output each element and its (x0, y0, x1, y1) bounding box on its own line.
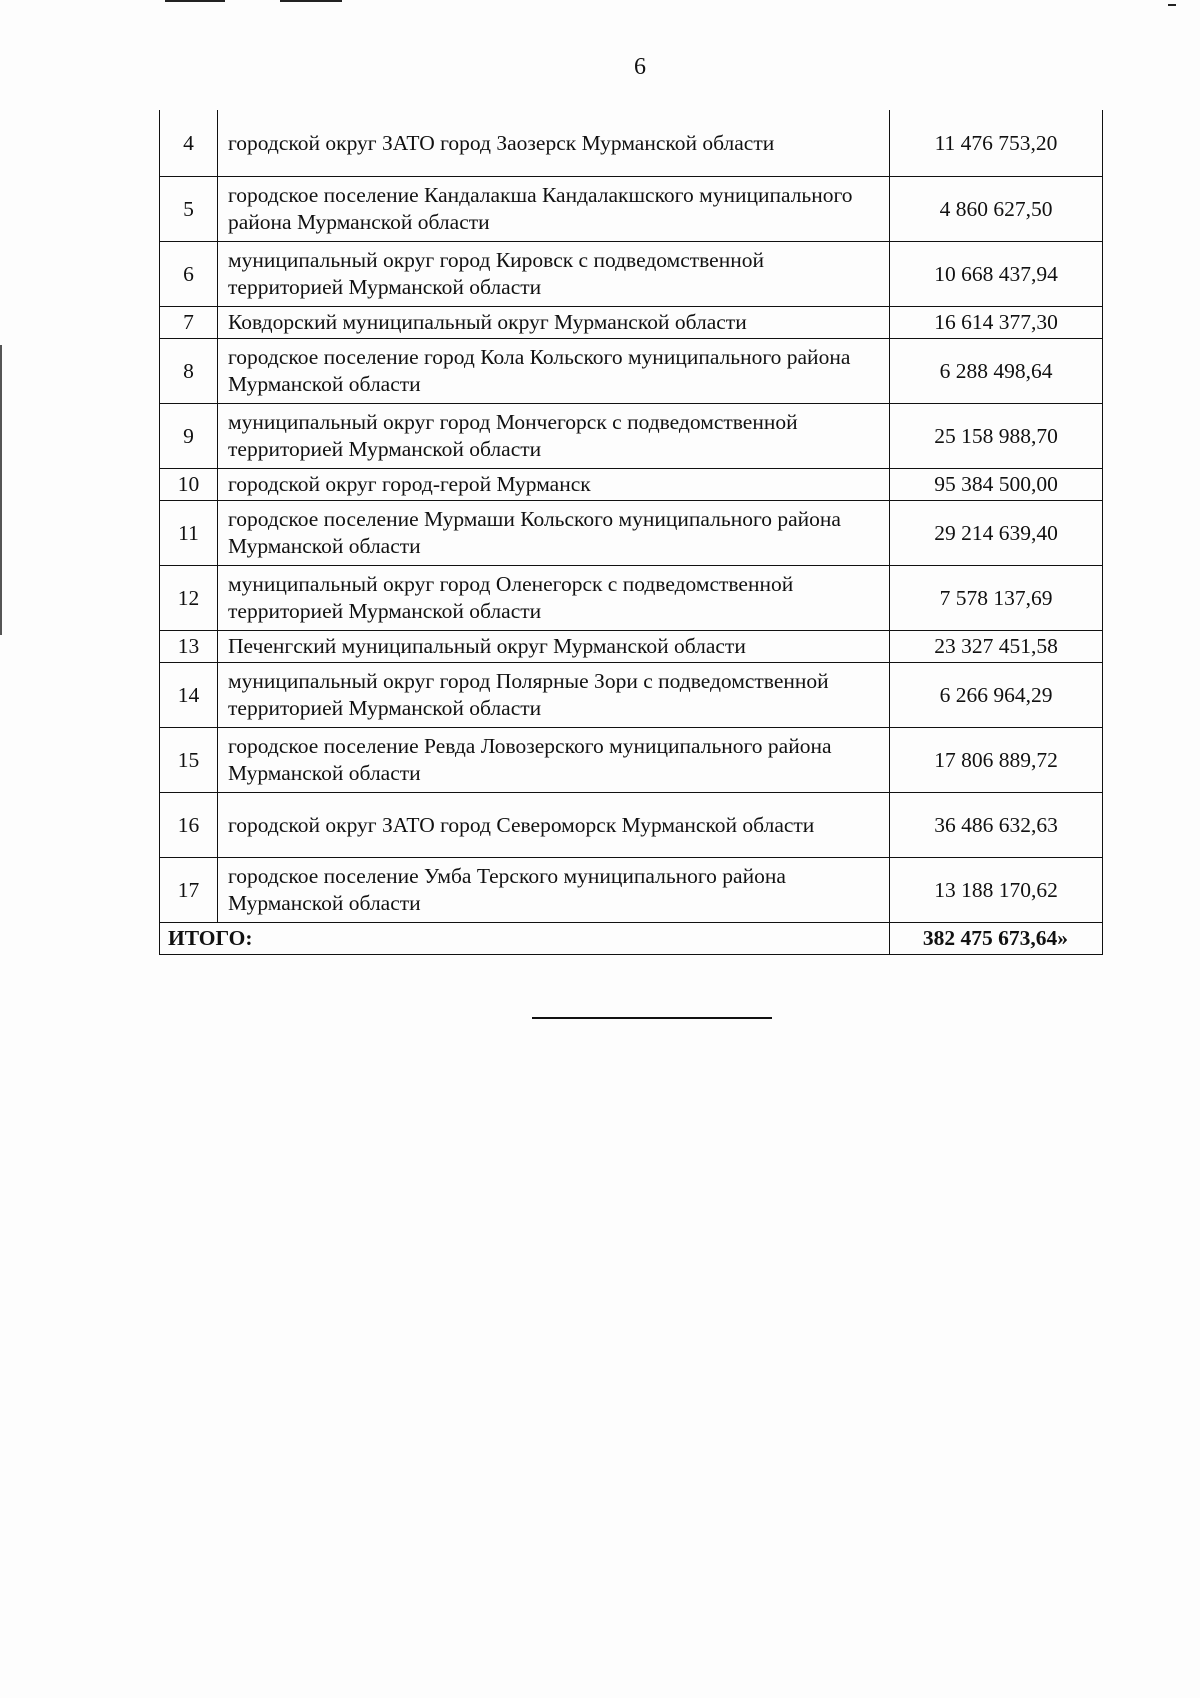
municipality-name: городской округ город-герой Мурманск (218, 469, 890, 501)
end-rule (532, 1017, 772, 1019)
amount-cell: 17 806 889,72 (890, 728, 1103, 793)
allocation-table (159, 110, 1103, 955)
municipality-name: муниципальный округ город Мончегорск с подведомственной территорией Мурманской области (218, 404, 890, 469)
row-number: 16 (160, 793, 218, 858)
table-row (160, 631, 1103, 663)
table-row (160, 404, 1103, 469)
table-row (160, 663, 1103, 728)
table-row (160, 858, 1103, 923)
row-number: 6 (160, 242, 218, 307)
table-row (160, 177, 1103, 242)
row-number: 9 (160, 404, 218, 469)
municipality-name: Печенгский муниципальный округ Мурманской области (218, 631, 890, 663)
amount-cell: 4 860 627,50 (890, 177, 1103, 242)
amount-cell: 16 614 377,30 (890, 307, 1103, 339)
row-number: 11 (160, 501, 218, 566)
row-number: 17 (160, 858, 218, 923)
amount-cell: 11 476 753,20 (890, 110, 1103, 177)
amount-cell: 29 214 639,40 (890, 501, 1103, 566)
amount-cell: 6 266 964,29 (890, 663, 1103, 728)
row-number: 5 (160, 177, 218, 242)
scan-artifact (165, 0, 225, 2)
amount-cell: 36 486 632,63 (890, 793, 1103, 858)
amount-cell: 25 158 988,70 (890, 404, 1103, 469)
municipality-name: муниципальный округ город Кировск с подведомственной территорией Мурманской области (218, 242, 890, 307)
amount-cell: 95 384 500,00 (890, 469, 1103, 501)
scan-artifact (280, 0, 342, 2)
municipality-name: муниципальный округ город Полярные Зори с подведомственной территорией Мурманской области (218, 663, 890, 728)
amount-cell: 6 288 498,64 (890, 339, 1103, 404)
table-row (160, 566, 1103, 631)
municipality-name: городское поселение Умба Терского муниципального района Мурманской области (218, 858, 890, 923)
row-number: 12 (160, 566, 218, 631)
municipality-name: Ковдорский муниципальный округ Мурманской области (218, 307, 890, 339)
municipality-name: городской округ ЗАТО город Заозерск Мурманской области (218, 110, 890, 177)
total-label: ИТОГО: (160, 923, 890, 955)
row-number: 8 (160, 339, 218, 404)
table-row (160, 307, 1103, 339)
row-number: 13 (160, 631, 218, 663)
table-row (160, 339, 1103, 404)
amount-cell: 7 578 137,69 (890, 566, 1103, 631)
amount-cell: 13 188 170,62 (890, 858, 1103, 923)
total-amount: 382 475 673,64» (890, 923, 1103, 955)
amount-cell: 23 327 451,58 (890, 631, 1103, 663)
total-row (160, 923, 1103, 955)
municipality-name: городское поселение город Кола Кольского муниципального района Мурманской области (218, 339, 890, 404)
municipality-name: городское поселение Кандалакша Кандалакшского муниципального района Мурманской области (218, 177, 890, 242)
municipality-name: городское поселение Мурмаши Кольского муниципального района Мурманской области (218, 501, 890, 566)
row-number: 14 (160, 663, 218, 728)
table-row (160, 110, 1103, 177)
table-row (160, 469, 1103, 501)
table-row (160, 242, 1103, 307)
scan-edge (0, 345, 2, 635)
table-row (160, 793, 1103, 858)
row-number: 7 (160, 307, 218, 339)
table-row (160, 728, 1103, 793)
scan-artifact (1168, 4, 1176, 6)
amount-cell: 10 668 437,94 (890, 242, 1103, 307)
row-number: 4 (160, 110, 218, 177)
page-number: 6 (634, 54, 646, 80)
municipality-name: городской округ ЗАТО город Североморск Мурманской области (218, 793, 890, 858)
table-row (160, 501, 1103, 566)
municipality-name: муниципальный округ город Оленегорск с подведомственной территорией Мурманской области (218, 566, 890, 631)
row-number: 10 (160, 469, 218, 501)
municipality-name: городское поселение Ревда Ловозерского муниципального района Мурманской области (218, 728, 890, 793)
row-number: 15 (160, 728, 218, 793)
